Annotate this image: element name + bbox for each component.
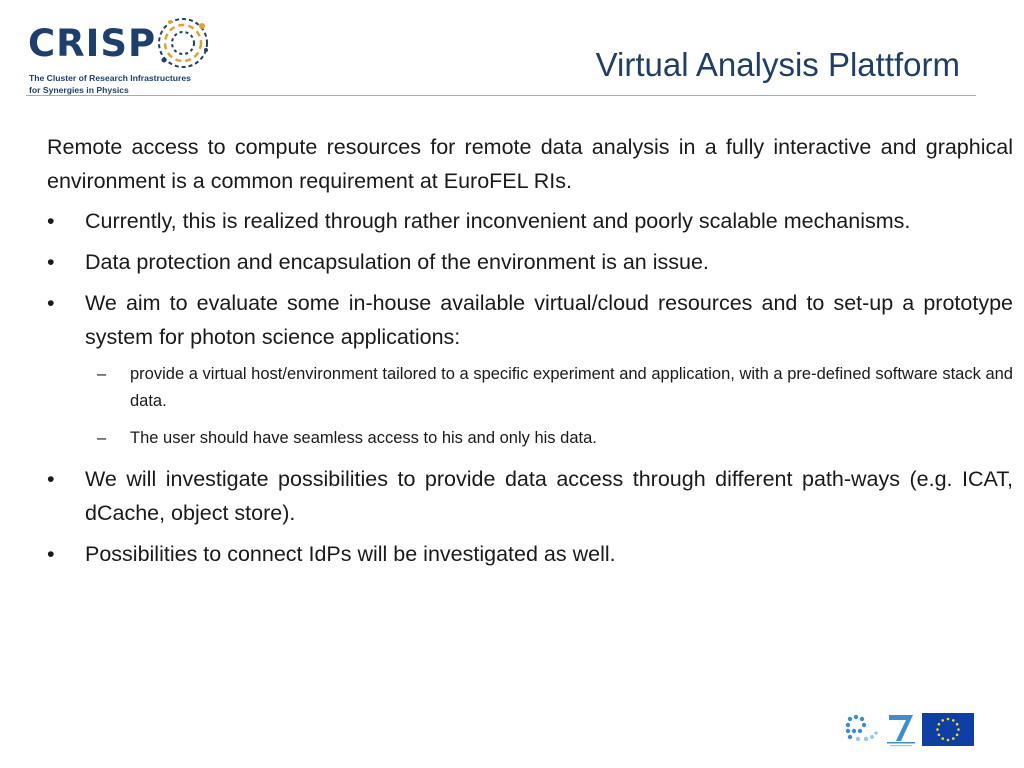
bullet-text: We aim to evaluate some in-house available virtual/cloud resources and to set-up a prototype system for photon science applications:	[85, 291, 1013, 349]
bullet-marker: •	[47, 542, 55, 566]
einfrastructure-logo-icon	[842, 711, 882, 747]
sub-bullet-marker: –	[97, 429, 107, 447]
logo-tagline-line2: for Synergies in Physics	[29, 85, 129, 95]
intro-paragraph: Remote access to compute resources for remote data analysis in a fully interactive and graphical environment is a common requirement at EuroFEL RIs.	[47, 135, 1013, 193]
bullet-item	[47, 286, 1013, 354]
bullet-text: Currently, this is realized through rather inconvenient and poorly scalable mechanisms.	[85, 209, 911, 233]
logo-tagline-line1: The Cluster of Research Infrastructures	[29, 73, 191, 83]
bullet-marker: •	[47, 209, 55, 233]
crisp-logo	[28, 12, 228, 98]
bullet-marker: •	[47, 250, 55, 274]
sub-bullet-item	[47, 361, 1013, 415]
bullet-text: We will investigate possibilities to provide data access through different path-ways (e.g. ICAT, dCache, object store).	[85, 467, 1013, 525]
bullet-marker: •	[47, 291, 55, 315]
sub-bullet-text: The user should have seamless access to his and only his data.	[130, 429, 597, 447]
bullet-text: Possibilities to connect IdPs will be investigated as well.	[85, 542, 616, 566]
footer-logos	[842, 708, 976, 748]
logo-tagline	[29, 72, 191, 96]
fp7-logo-icon	[885, 711, 917, 747]
bullet-item	[47, 537, 1013, 571]
slide-title: Virtual Analysis Plattform	[595, 46, 960, 83]
eu-flag-stars-icon	[922, 713, 974, 746]
bullet-marker: •	[47, 467, 55, 491]
sub-bullet-item	[47, 425, 1013, 452]
bullet-item	[47, 462, 1013, 530]
bullet-text: Data protection and encapsulation of the environment is an issue.	[85, 250, 709, 274]
title-divider	[26, 95, 976, 96]
bullet-item	[47, 204, 1013, 238]
slide-content	[47, 130, 1013, 578]
sub-bullet-text: provide a virtual host/environment tailored to a specific experiment and application, with a pre-defined software stack and data.	[130, 365, 1013, 410]
bullet-item	[47, 245, 1013, 279]
logo-wordmark: CRISP	[28, 22, 157, 65]
logo-orbit-icon	[152, 12, 214, 74]
sub-bullet-marker: –	[97, 365, 107, 383]
eu-flag-icon	[922, 713, 974, 746]
